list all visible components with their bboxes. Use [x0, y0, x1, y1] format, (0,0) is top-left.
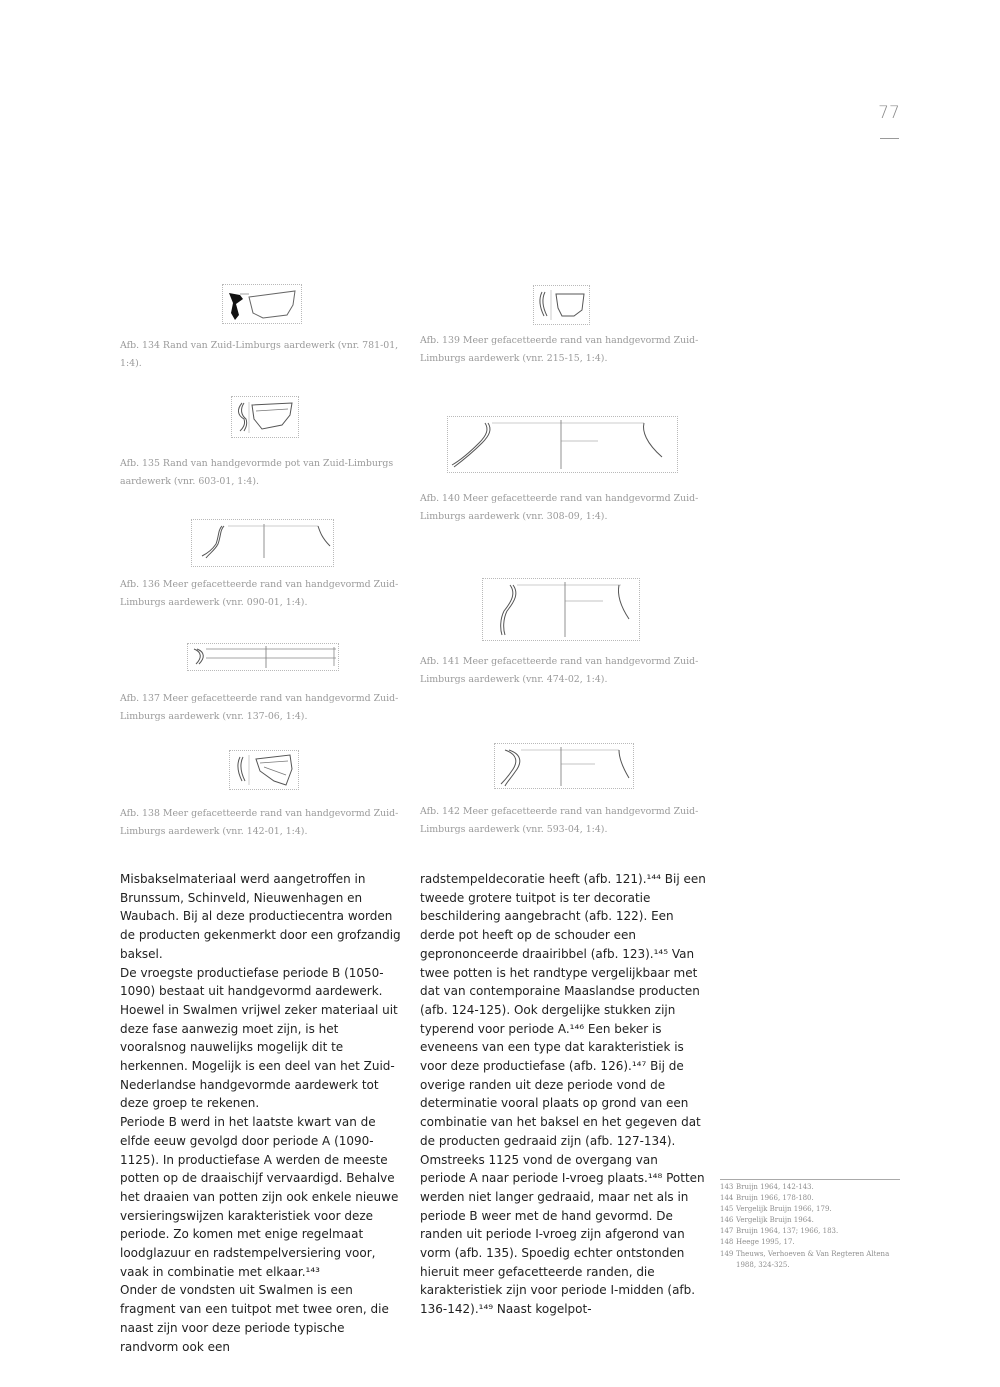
page-number-rule — [880, 138, 899, 139]
rim-profile-drawing — [495, 744, 633, 788]
footnote-text: Bruijn 1964, 142-143. — [736, 1183, 814, 1191]
rim-profile-drawing — [188, 644, 338, 670]
footnote-number: 144 — [720, 1194, 734, 1203]
footnote-text: Vergelijk Bruijn 1966, 179. — [736, 1205, 832, 1214]
rim-profile-drawing — [448, 417, 677, 472]
figure-afb-142 — [494, 743, 634, 789]
figure-caption: Afb. 139 Meer gefacetteerde rand van handgevormd Zuid-Limburgs aardewerk (vnr. 215-15, 1:4). — [420, 335, 699, 364]
figure-caption: Afb. 136 Meer gefacetteerde rand van handgevormd Zuid-Limburgs aardewerk (vnr. 090-01, 1:4). — [120, 579, 399, 608]
figure-afb-138 — [229, 750, 299, 790]
footnote-text: Bruijn 1964, 137; 1966, 183. — [736, 1227, 839, 1236]
footnote — [720, 1204, 900, 1215]
rim-profile-drawing — [534, 286, 589, 324]
paragraph: radstempeldecoratie heeft (afb. 121).¹⁴⁴ Bij een tweede grotere tuitpot is ter decoratie beschildering aangebracht (afb. 122). Een derde pot heeft op de schouder een geprononceerde draairibbel (afb. 123).¹⁴⁵ Van twee potten is het randtype vergelijkbaar met dat van contemporaine Maaslandse producten (afb. 124-125). Ook dergelijke stukken zijn typerend voor periode A.¹⁴⁶ Een beker is eveneens van een type dat karakteristiek is voor deze productiefase (afb. 126).¹⁴⁷ Bij de overige randen uit deze periode vond de determinatie vooral plaats op grond van een combinatie van het baksel en het gegeven dat de producten gedraaid zijn (afb. 127-134). Omstreeks 1125 vond de overgang van periode A naar periode I-vroeg plaats.¹⁴⁸ Potten werden niet langer gedraaid, maar net als in periode B weer met de hand gevormd. De randen uit periode I-vroeg zijn afgerond van vorm (afb. 135). Spoedig echter ontstonden hieruit meer gefacetteerde randen, die karakteristiek zijn voor periode I-midden (afb. 136-142).¹⁴⁹ Naast kogelpot- — [420, 872, 706, 1317]
footnote-text: Bruijn 1966, 178-180. — [736, 1194, 814, 1203]
footnote-rule — [720, 1179, 900, 1180]
figure-caption: Afb. 134 Rand van Zuid-Limburgs aardewerk (vnr. 781-01, 1:4). — [120, 340, 399, 369]
footnote — [720, 1237, 900, 1248]
paragraph: Periode B werd in het laatste kwart van de elfde eeuw gevolgd door periode A (1090-1125). In productiefase A werden de meeste potten op de draaischijf vervaardigd. Behalve het draaien van potten zijn ook enkele nieuwe versieringswijzen karakteristiek voor deze periode. Zo komen met enige regelmaat loodglazuur en radstempelversiering voor, vaak in combinatie met elkaar.¹⁴³ — [120, 1115, 399, 1279]
footnote-text: Theuws, Verhoeven & Van Regteren Altena 1988, 324-325. — [736, 1249, 890, 1269]
figure-afb-137 — [187, 643, 339, 671]
figure-afb-140 — [447, 416, 678, 473]
footnote-number: 143 — [720, 1183, 734, 1191]
rim-profile-drawing — [223, 285, 301, 323]
footnotes — [720, 1182, 900, 1271]
page-number: 77 — [878, 103, 900, 123]
footnote — [720, 1249, 900, 1271]
figure-afb-135 — [231, 396, 299, 438]
footnote-number: 149 — [720, 1249, 734, 1258]
figure-caption: Afb. 141 Meer gefacetteerde rand van handgevormd Zuid-Limburgs aardewerk (vnr. 474-02, 1:4). — [420, 656, 699, 685]
footnote-text: Heege 1995, 17. — [736, 1238, 795, 1247]
footnote — [720, 1182, 900, 1193]
figure-afb-139 — [533, 285, 590, 325]
body-text-right-column — [420, 870, 706, 1319]
paragraph: Onder de vondsten uit Swalmen is een fragment van een tuitpot met twee oren, die naast zijn voor deze periode typische randvorm ook een — [120, 1283, 389, 1354]
figure-caption: Afb. 142 Meer gefacetteerde rand van handgevormd Zuid-Limburgs aardewerk (vnr. 593-04, 1:4). — [420, 806, 699, 835]
paragraph: Misbakselmateriaal werd aangetroffen in Brunssum, Schinveld, Nieuwenhagen en Waubach. Bij al deze productiecentra worden de producten gekenmerkt door een grofzandig baksel. — [120, 872, 401, 961]
footnote — [720, 1215, 900, 1226]
figure-afb-141 — [482, 578, 640, 641]
footnote-number: 145 — [720, 1205, 734, 1214]
figure-afb-136 — [191, 519, 334, 567]
footnote-number: 147 — [720, 1227, 734, 1236]
rim-profile-drawing — [483, 579, 639, 640]
rim-profile-drawing — [192, 520, 333, 566]
figure-caption: Afb. 137 Meer gefacetteerde rand van handgevormd Zuid-Limburgs aardewerk (vnr. 137-06, 1:4). — [120, 693, 399, 722]
footnote — [720, 1193, 900, 1204]
figure-caption: Afb. 140 Meer gefacetteerde rand van handgevormd Zuid-Limburgs aardewerk (vnr. 308-09, 1:4). — [420, 493, 699, 522]
body-text-left-column — [120, 870, 406, 1356]
rim-profile-drawing — [230, 751, 298, 789]
rim-profile-drawing — [232, 397, 298, 437]
figure-caption: Afb. 138 Meer gefacetteerde rand van handgevormd Zuid-Limburgs aardewerk (vnr. 142-01, 1:4). — [120, 808, 399, 837]
figure-caption: Afb. 135 Rand van handgevormde pot van Zuid-Limburgs aardewerk (vnr. 603-01, 1:4). — [120, 458, 394, 487]
figure-afb-134 — [222, 284, 302, 324]
paragraph: De vroegste productiefase periode B (1050-1090) bestaat uit handgevormd aardewerk. Hoewel in Swalmen vrijwel zeker materiaal uit deze fase aanwezig moet zijn, is het vooralsnog nauwelijks mogelijk dit te herkennen. Mogelijk is een deel van het Zuid-Nederlandse handgevormde aardewerk tot deze groep te rekenen. — [120, 965, 398, 1111]
footnote-number: 146 — [720, 1216, 734, 1225]
footnote — [720, 1226, 900, 1237]
footnote-text: Vergelijk Bruijn 1964. — [736, 1216, 814, 1225]
footnote-number: 148 — [720, 1238, 734, 1247]
